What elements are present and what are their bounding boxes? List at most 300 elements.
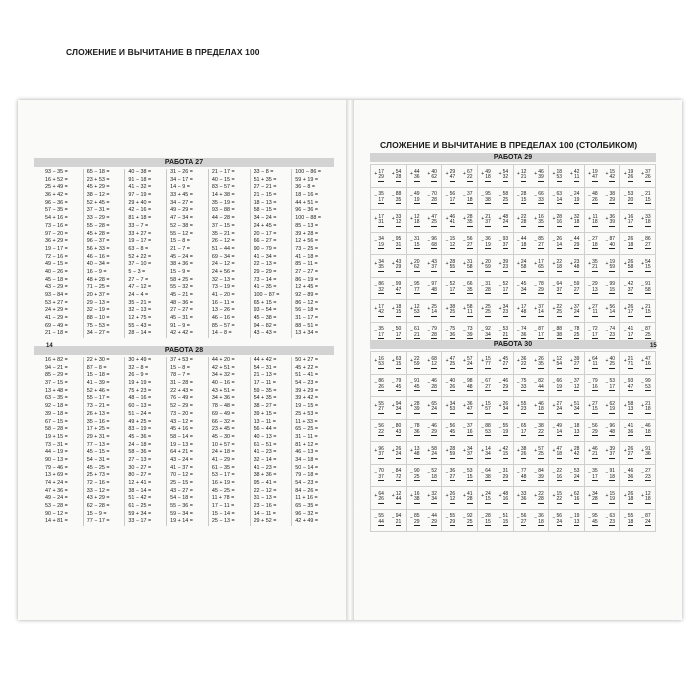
exercise-column bbox=[167, 357, 209, 526]
operand-bottom: 26 bbox=[520, 451, 527, 458]
exercise: 36 + 42 = bbox=[45, 192, 68, 199]
exercise-cell bbox=[407, 210, 442, 232]
operand-top: 43 bbox=[395, 258, 402, 265]
exercise-cell bbox=[371, 352, 406, 374]
operand-bottom: 42 bbox=[378, 309, 384, 316]
exercise: 59 + 19 = bbox=[295, 176, 319, 183]
operand-top: 26 bbox=[627, 303, 634, 310]
operand-bottom: 22 bbox=[538, 428, 544, 435]
operator-sign: − bbox=[427, 425, 431, 432]
exercise: 54 − 23 = bbox=[295, 380, 319, 387]
exercise-cell bbox=[371, 420, 406, 442]
operand-bottom: 48 bbox=[431, 286, 437, 293]
operator-sign: + bbox=[641, 170, 644, 177]
exercise: 72 − 16 = bbox=[86, 480, 110, 486]
exercise-cell bbox=[407, 165, 442, 187]
exercise-cell bbox=[478, 255, 513, 277]
operand-top: 18 bbox=[556, 168, 563, 175]
operand-bottom: 21 bbox=[592, 451, 598, 458]
operator-sign: + bbox=[462, 402, 466, 409]
column-exercise bbox=[482, 469, 491, 481]
column-exercise bbox=[375, 469, 384, 481]
exercise: 93 − 54 = bbox=[253, 307, 277, 314]
operator-sign: + bbox=[445, 492, 449, 499]
operand-bottom: 29 bbox=[431, 428, 437, 435]
column-exercise bbox=[464, 424, 473, 436]
operand-top: 21 bbox=[645, 191, 651, 198]
column-exercise bbox=[625, 514, 634, 526]
column-exercise bbox=[571, 402, 580, 414]
operand-top: 36 bbox=[609, 213, 615, 220]
operator-sign: + bbox=[534, 305, 538, 312]
operand-bottom: 71 bbox=[627, 361, 634, 368]
column-exercise bbox=[411, 260, 420, 272]
operator-sign: − bbox=[391, 380, 395, 387]
exercise: 41 − 39 = bbox=[86, 380, 110, 387]
column-exercise bbox=[464, 514, 473, 526]
operator-sign: + bbox=[445, 170, 449, 177]
exercise: 24 − 12 = bbox=[211, 261, 235, 268]
operator-sign: − bbox=[516, 425, 520, 432]
column-exercise bbox=[482, 327, 491, 339]
exercise-cell bbox=[620, 375, 655, 397]
operand-bottom: 17 bbox=[627, 331, 634, 338]
column-exercise bbox=[606, 327, 615, 339]
work27-heading: РАБОТА 27 bbox=[34, 158, 334, 167]
exercise: 19 − 17 = bbox=[128, 238, 152, 245]
column-exercise bbox=[428, 237, 437, 249]
operand-top: 29 bbox=[449, 168, 456, 175]
column-exercise bbox=[393, 379, 402, 391]
operator-sign: + bbox=[445, 447, 449, 454]
operand-bottom: 29 bbox=[609, 196, 615, 203]
exercise: 17 − 11 = bbox=[253, 380, 276, 387]
operand-top: 37 bbox=[538, 303, 544, 310]
operand-bottom: 29 bbox=[378, 174, 384, 181]
column-exercise bbox=[411, 237, 420, 249]
exercise: 53 + 27 = bbox=[45, 299, 68, 306]
column-exercise bbox=[375, 282, 384, 294]
exercise: 73 − 16 = bbox=[45, 222, 68, 229]
operand-top: 16 bbox=[378, 355, 384, 362]
operand-top: 13 bbox=[414, 445, 420, 452]
column-exercise bbox=[571, 170, 580, 182]
column-exercise bbox=[571, 237, 580, 249]
column-exercise bbox=[464, 305, 473, 317]
exercise: 70 − 12 = bbox=[170, 472, 193, 479]
operator-sign: − bbox=[462, 283, 466, 290]
operand-top: 54 bbox=[502, 168, 509, 175]
operand-top: 26 bbox=[627, 445, 634, 452]
operator-sign: + bbox=[391, 492, 395, 499]
exercise: 15 − 9 = bbox=[86, 510, 107, 517]
exercise: 54 + 35 = bbox=[253, 395, 277, 402]
exercise-column bbox=[84, 357, 126, 526]
column-exercise bbox=[606, 514, 615, 526]
exercise: 16 + 82 = bbox=[45, 357, 68, 363]
exercise: 46 − 16 = bbox=[86, 253, 110, 260]
operand-top: 33 bbox=[520, 490, 527, 497]
operand-top: 42 bbox=[627, 281, 634, 288]
operator-sign: + bbox=[462, 215, 466, 222]
operator-sign: + bbox=[481, 357, 485, 364]
column-exercise bbox=[535, 192, 544, 204]
operand-bottom: 35 bbox=[378, 264, 384, 271]
exercise: 31 − 26 = bbox=[170, 169, 193, 175]
exercise: 15 − 9 = bbox=[170, 268, 190, 275]
operator-sign: + bbox=[641, 402, 644, 409]
operator-sign: + bbox=[410, 357, 413, 364]
column-exercise bbox=[375, 170, 384, 182]
operand-bottom: 24 bbox=[395, 451, 402, 458]
operator-sign: + bbox=[516, 260, 520, 267]
operand-top: 34 bbox=[449, 400, 456, 407]
operand-bottom: 22 bbox=[520, 361, 527, 368]
operand-bottom: 19 bbox=[378, 241, 384, 248]
operator-sign: + bbox=[623, 215, 627, 222]
exercise: 51 − 44 = bbox=[211, 245, 235, 252]
operator-sign: + bbox=[552, 447, 556, 454]
operand-bottom: 47 bbox=[466, 406, 473, 413]
operand-top: 23 bbox=[573, 258, 580, 265]
column-exercise bbox=[606, 192, 615, 204]
operand-top: 35 bbox=[592, 468, 598, 475]
exercise: 48 − 16 = bbox=[128, 395, 152, 402]
operator-sign: − bbox=[605, 328, 609, 335]
operand-bottom: 28 bbox=[538, 496, 544, 503]
exercise: 93 − 84 = bbox=[45, 292, 68, 298]
operator-sign: + bbox=[516, 170, 520, 177]
operator-sign: − bbox=[498, 193, 502, 200]
exercise-cell bbox=[549, 300, 584, 322]
operator-sign: − bbox=[445, 425, 449, 432]
exercise: 42 + 51 = bbox=[211, 364, 235, 371]
operand-bottom: 35 bbox=[466, 286, 473, 293]
exercise: 45 − 31 = bbox=[170, 315, 193, 322]
operand-top: 58 bbox=[431, 445, 437, 452]
exercise: 27 − 27 = bbox=[295, 268, 319, 275]
operator-sign: − bbox=[391, 283, 395, 290]
operand-top: 55 bbox=[378, 400, 384, 407]
exercise-cell bbox=[620, 397, 655, 419]
operand-bottom: 34 bbox=[573, 406, 580, 413]
exercise: 24 + 56 = bbox=[211, 268, 235, 275]
column-exercise bbox=[482, 447, 491, 459]
exercise-column bbox=[125, 357, 167, 526]
exercise: 11 + 16 = bbox=[295, 495, 318, 502]
operand-bottom: 27 bbox=[485, 383, 491, 390]
exercise: 45 − 38 = bbox=[253, 315, 277, 322]
column-exercise bbox=[554, 514, 563, 526]
exercise: 44 + 51 = bbox=[295, 199, 319, 206]
operand-bottom: 37 bbox=[609, 451, 615, 458]
operand-bottom: 23 bbox=[609, 518, 615, 525]
exercise: 39 + 42 = bbox=[295, 395, 319, 402]
column-exercise bbox=[625, 282, 634, 294]
operand-top: 38 bbox=[520, 445, 527, 452]
operator-sign: − bbox=[605, 470, 609, 477]
operand-top: 28 bbox=[449, 445, 456, 452]
column-exercise bbox=[589, 424, 598, 436]
operand-bottom: 17 bbox=[520, 428, 527, 435]
operator-sign: − bbox=[516, 193, 520, 200]
column-exercise bbox=[393, 327, 402, 339]
operand-top: 41 bbox=[466, 490, 473, 497]
operator-sign: + bbox=[374, 357, 378, 364]
exercise: 16 + 19 = bbox=[211, 480, 235, 486]
column-exercise bbox=[554, 357, 563, 369]
exercise: 16 − 11 = bbox=[211, 299, 235, 306]
exercise: 48 + 28 = bbox=[86, 276, 110, 283]
operand-top: 33 bbox=[395, 213, 402, 220]
column-exercise bbox=[606, 424, 615, 436]
operator-sign: + bbox=[462, 357, 466, 364]
operand-top: 63 bbox=[609, 513, 615, 520]
operand-bottom: 18 bbox=[627, 496, 634, 503]
operand-bottom: 24 bbox=[502, 219, 509, 226]
operand-top: 79 bbox=[592, 378, 598, 385]
operand-top: 55 bbox=[520, 400, 527, 407]
exercise: 76 − 49 = bbox=[170, 395, 193, 402]
operator-sign: + bbox=[391, 170, 395, 177]
operand-bottom: 13 bbox=[573, 428, 580, 435]
operand-top: 37 bbox=[466, 423, 473, 430]
operand-top: 22 bbox=[538, 490, 544, 497]
column-exercise bbox=[428, 379, 437, 391]
operand-bottom: 53 bbox=[449, 406, 456, 413]
exercise: 55 − 28 = bbox=[86, 222, 110, 229]
exercise: 61 − 35 = bbox=[211, 464, 235, 471]
exercise-cell bbox=[585, 420, 620, 442]
exercise: 58 − 14 = bbox=[170, 433, 193, 440]
column-exercise bbox=[500, 237, 509, 249]
operand-top: 22 bbox=[556, 258, 563, 265]
operator-sign: + bbox=[641, 260, 644, 267]
operator-sign: − bbox=[462, 238, 466, 245]
exercise-cell bbox=[585, 188, 620, 210]
exercise-cell bbox=[514, 300, 549, 322]
exercise: 85 − 13 = bbox=[295, 222, 319, 229]
operator-sign: − bbox=[445, 515, 449, 522]
operand-bottom: 18 bbox=[556, 264, 563, 271]
column-exercise bbox=[625, 237, 634, 249]
exercise: 37 + 53 = bbox=[170, 357, 193, 363]
operand-top: 38 bbox=[609, 191, 615, 198]
column-exercise bbox=[518, 215, 527, 227]
operator-sign: − bbox=[462, 470, 466, 477]
exercise-cell bbox=[549, 165, 584, 187]
operator-sign: + bbox=[498, 215, 502, 222]
column-exercise bbox=[625, 424, 634, 436]
column-exercise bbox=[500, 282, 509, 294]
column-exercise bbox=[464, 282, 473, 294]
operand-top: 53 bbox=[502, 326, 509, 333]
exercise: 32 − 13 = bbox=[128, 307, 152, 314]
exercise-cell bbox=[549, 210, 584, 232]
operand-bottom: 15 bbox=[395, 361, 402, 368]
work29-heading: РАБОТА 29 bbox=[370, 153, 656, 162]
exercise: 90 − 12 = bbox=[45, 510, 68, 517]
column-exercise bbox=[606, 170, 615, 182]
exercise: 52 + 46 = bbox=[86, 387, 110, 394]
operator-sign: + bbox=[552, 215, 556, 222]
operand-bottom: 23 bbox=[520, 406, 527, 413]
column-exercise bbox=[447, 260, 456, 272]
operand-top: 44 bbox=[414, 168, 420, 175]
exercise: 92 − 18 = bbox=[45, 403, 68, 410]
operand-top: 56 bbox=[449, 423, 456, 430]
exercise: 25 + 49 = bbox=[45, 184, 68, 191]
exercise: 100 − 87 = bbox=[253, 292, 280, 298]
operator-sign: − bbox=[569, 283, 573, 290]
column-exercise bbox=[428, 357, 437, 369]
exercise-cell bbox=[620, 352, 655, 374]
work30-column-exercises bbox=[370, 351, 656, 532]
exercise-column bbox=[251, 169, 293, 338]
exercise-cell bbox=[371, 442, 406, 464]
exercise: 73 − 19 = bbox=[211, 284, 235, 291]
operator-sign: + bbox=[427, 215, 431, 222]
exercise-cell bbox=[407, 352, 442, 374]
column-exercise bbox=[375, 260, 384, 272]
operator-sign: − bbox=[605, 238, 609, 245]
operand-top: 73 bbox=[466, 326, 473, 333]
exercise: 45 − 36 = bbox=[128, 433, 152, 440]
operator-sign: + bbox=[498, 447, 502, 454]
operator-sign: − bbox=[427, 238, 431, 245]
exercise: 73 − 14 = bbox=[253, 276, 277, 283]
column-exercise bbox=[375, 447, 384, 459]
column-exercise bbox=[642, 424, 651, 436]
operand-bottom: 59 bbox=[485, 264, 491, 271]
operator-sign: − bbox=[481, 515, 485, 522]
column-exercise bbox=[447, 424, 456, 436]
exercise: 86 − 12 = bbox=[295, 299, 319, 306]
exercise: 40 − 15 = bbox=[211, 176, 235, 183]
exercise: 91 − 18 = bbox=[128, 176, 152, 183]
operator-sign: + bbox=[374, 215, 378, 222]
operand-top: 96 bbox=[431, 236, 437, 243]
operand-bottom: 19 bbox=[573, 196, 580, 203]
exercise: 30 + 49 = bbox=[128, 357, 152, 363]
operand-bottom: 31 bbox=[395, 241, 402, 248]
operator-sign: − bbox=[498, 515, 502, 522]
operator-sign: + bbox=[534, 260, 538, 267]
operand-bottom: 38 bbox=[485, 196, 491, 203]
column-exercise bbox=[375, 424, 384, 436]
operand-bottom: 19 bbox=[485, 241, 491, 248]
operand-bottom: 19 bbox=[556, 383, 563, 390]
exercise: 61 − 51 = bbox=[253, 441, 277, 448]
exercise: 17 − 11 = bbox=[211, 503, 235, 510]
operand-top: 19 bbox=[627, 168, 634, 175]
exercise: 21 − 15 = bbox=[253, 192, 277, 199]
operand-top: 28 bbox=[485, 513, 491, 520]
operand-bottom: 13 bbox=[627, 406, 634, 413]
column-exercise bbox=[428, 192, 437, 204]
operator-sign: + bbox=[588, 447, 592, 454]
column-exercise bbox=[393, 492, 402, 504]
operand-top: 27 bbox=[592, 400, 598, 407]
exercise-cell bbox=[549, 420, 584, 442]
operand-top: 47 bbox=[431, 213, 437, 220]
operator-sign: − bbox=[534, 380, 538, 387]
operator-sign: + bbox=[481, 492, 485, 499]
column-exercise bbox=[375, 305, 384, 317]
exercise: 41 − 29 = bbox=[211, 456, 235, 463]
exercise: 43 + 29 = bbox=[86, 495, 110, 502]
exercise: 37 − 15 = bbox=[211, 222, 235, 229]
operator-sign: + bbox=[623, 305, 627, 312]
column-exercise bbox=[535, 402, 544, 414]
operator-sign: − bbox=[569, 470, 573, 477]
column-exercise bbox=[518, 327, 527, 339]
operand-bottom: 17 bbox=[395, 331, 402, 338]
operator-sign: − bbox=[391, 328, 395, 335]
exercise: 41 − 23 = bbox=[253, 464, 277, 471]
operand-top: 12 bbox=[645, 490, 651, 497]
exercise: 18 − 13 = bbox=[253, 199, 277, 206]
column-exercise bbox=[428, 170, 437, 182]
column-exercise bbox=[411, 357, 420, 369]
operand-top: 17 bbox=[538, 258, 544, 265]
operand-bottom: 15 bbox=[466, 473, 473, 480]
operand-top: 85 bbox=[414, 513, 420, 520]
book-spine bbox=[346, 100, 354, 620]
exercise: 73 − 25 = bbox=[295, 245, 319, 252]
exercise: 55 − 43 = bbox=[128, 322, 152, 329]
operand-bottom: 17 bbox=[627, 309, 634, 316]
exercise-cell bbox=[407, 442, 442, 464]
exercise-cell bbox=[514, 465, 549, 487]
exercise-cell bbox=[407, 255, 442, 277]
exercise: 55 − 32 = bbox=[170, 284, 193, 291]
operand-top: 15 bbox=[449, 236, 456, 243]
operator-sign: + bbox=[516, 305, 520, 312]
exercise: 39 + 15 = bbox=[253, 410, 277, 417]
operator-sign: − bbox=[481, 380, 485, 387]
operand-bottom: 25 bbox=[573, 331, 580, 338]
operator-sign: − bbox=[623, 380, 627, 387]
operand-bottom: 62 bbox=[431, 174, 437, 181]
operand-top: 77 bbox=[520, 468, 527, 475]
operator-sign: + bbox=[374, 260, 378, 267]
exercise: 96 − 36 = bbox=[295, 207, 319, 214]
exercise-cell bbox=[514, 188, 549, 210]
operand-bottom: 35 bbox=[466, 219, 473, 226]
exercise-cell bbox=[549, 188, 584, 210]
operator-sign: − bbox=[516, 470, 520, 477]
column-exercise bbox=[447, 192, 456, 204]
operand-top: 31 bbox=[502, 468, 509, 475]
exercise: 41 − 23 = bbox=[253, 449, 277, 456]
operand-top: 39 bbox=[609, 445, 615, 452]
operator-sign: − bbox=[445, 193, 449, 200]
column-exercise bbox=[500, 170, 509, 182]
operand-bottom: 59 bbox=[609, 264, 615, 271]
exercise: 40 − 16 = bbox=[211, 380, 235, 387]
exercise-cell bbox=[478, 165, 513, 187]
exercise: 13 + 34 = bbox=[295, 330, 319, 337]
column-exercise bbox=[535, 170, 544, 182]
operator-sign: + bbox=[374, 170, 378, 177]
exercise: 14 + 81 = bbox=[45, 518, 68, 525]
operand-top: 12 bbox=[520, 168, 527, 175]
column-exercise bbox=[589, 469, 598, 481]
operand-bottom: 45 bbox=[414, 383, 420, 390]
operator-sign: + bbox=[427, 357, 431, 364]
exercise: 100 − 86 = bbox=[295, 169, 322, 175]
